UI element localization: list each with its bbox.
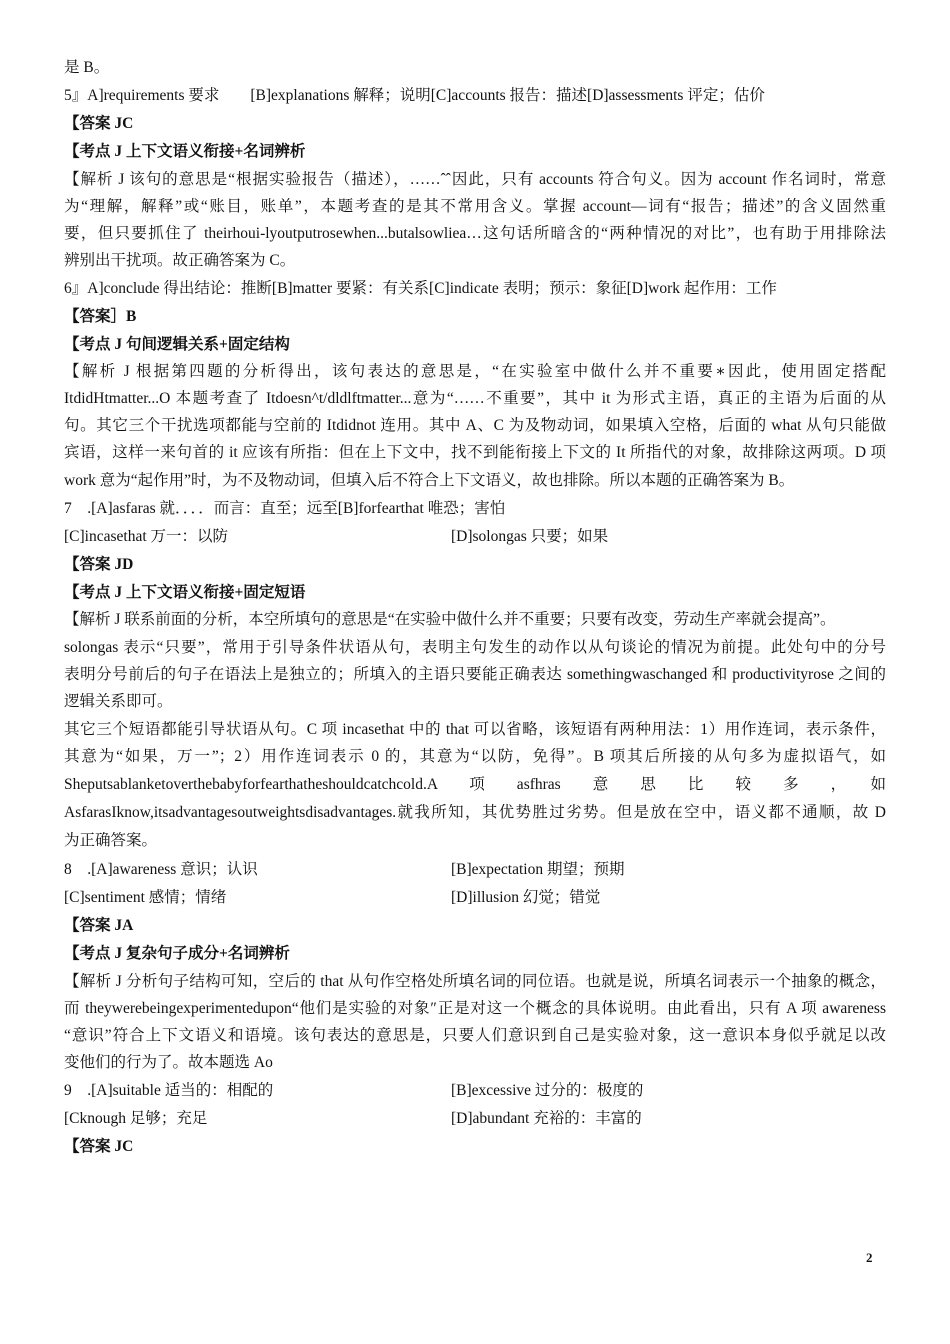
analysis-line: AsfarasIknow,itsadvantagesoutweightsdisadvantages.就我所知，其优势胜过劣势。但是放在空中，语义都不通顺，故 D	[64, 804, 886, 821]
analysis-line: work 意为“起作用”时，为不及物动词，但填入后不符合上下文语义，故也排除。所以本题的正确答案为 B。	[64, 472, 795, 489]
option-d: [D]abundant 充裕的：丰富的	[451, 1110, 642, 1127]
option-a: 8 .[A]awareness 意识；认识	[64, 861, 258, 878]
option-line-q8-second	[64, 888, 886, 908]
analysis-line: 要，但只要抓住了 theirhoui-lyoutputrosewhen...butalsowliea…这句话所暗含的“两种情况的对比”，也有助于用排除法	[64, 225, 886, 242]
test-point-heading: 【考点 J 上下文语义衔接+固定短语	[64, 584, 306, 601]
analysis-line: 【解析 J 该句的意思是“根据实验报告（描述），……ˆˆ因此，只有 accounts 符合句义。因为 account 作名词时，常意	[64, 171, 886, 188]
analysis-line: 为“理解，解释”或“账目，账单”，本题考查的是其不常用含义。掌握 account—词有“报告；描述”的含义固然重	[64, 198, 886, 215]
option-c: [C]incasethat 万一：以防	[64, 528, 229, 545]
analysis-line: 逻辑关系即可。	[64, 693, 173, 710]
analysis-line: 变他们的行为了。故本题选 Ao	[64, 1054, 273, 1071]
text-line: 是 B。	[64, 59, 110, 76]
analysis-line: 【解析 J 联系前面的分析，本空所填句的意思是“在实验中做什么并不重要；只要有改变，劳动生产率就会提高”。	[64, 611, 836, 628]
answer-heading: 【答案 JC	[64, 1138, 134, 1155]
option-line-q9-second	[64, 1109, 886, 1129]
analysis-line: 为正确答案。	[64, 832, 158, 849]
option-a: 9 .[A]suitable 适当的：相配的	[64, 1082, 274, 1099]
option-d: [D]solongas 只要；如果	[451, 528, 609, 545]
option-line-q7-second	[64, 527, 886, 547]
analysis-line: 句。其它三个干扰选项都能与空前的 Itdidnot 连用。其中 A、C 为及物动词，如果填入空格，后面的 what 从句只能做	[64, 417, 886, 434]
option-d: [D]illusion 幻觉；错觉	[451, 889, 601, 906]
analysis-line: 宾语，这样一来句首的 it 应该有所指：但在上下文中，找不到能衔接上下文的 It 所指代的对象，故排除这两项。D 项	[64, 444, 886, 461]
analysis-line: 表明分号前后的句子在语法上是独立的；所填入的主语只要能正确表达 somethingwaschanged 和 productivityrose 之间的	[64, 666, 886, 683]
answer-heading: 【答案 JC	[64, 115, 134, 132]
option-line-q6: 6』A]conclude 得出结论：推断[B]matter 要紧：有关系[C]indicate 表明；预示：象征[D]work 起作用：工作	[64, 280, 777, 297]
option-b: [B]expectation 期望；预期	[451, 861, 625, 878]
analysis-line: 其意为“如果，万一”；2）用作连词表示 0 的，其意为“以防，免得”。B 项其后所接的从句多为虚拟语气，如	[64, 748, 886, 765]
test-point-heading: 【考点 J 上下文语义衔接+名词辨析	[64, 143, 306, 160]
analysis-line: 【解析 J 分析句子结构可知，空后的 that 从句作空格处所填名词的同位语。也就是说，所填名词表示一个抽象的概念，	[64, 973, 886, 990]
test-point-heading: 【考点 J 复杂句子成分+名词辨析	[64, 945, 290, 962]
answer-heading: 【答案 JA	[64, 917, 134, 934]
option-line-q8	[64, 860, 886, 880]
analysis-line: 辨别出干扰项。故正确答案为 C。	[64, 252, 296, 269]
analysis-line: 而 theywerebeingexperimentedupon“他们是实验的对象″正是对这一个概念的具体说明。由此看出，只有 A 项 awareness	[64, 1000, 886, 1017]
answer-heading: 【答案 JD	[64, 556, 134, 573]
analysis-line: ItdidHtmatter...O 本题考查了 Itdoesn^t/dldlftmatter...意为“……不重要”，其中 it 为形式主语，真正的主语为后面的从	[64, 390, 886, 407]
option-c: [Cknough 足够；充足	[64, 1110, 208, 1127]
page-number: 2	[866, 1250, 873, 1265]
analysis-line: 其它三个短语都能引导状语从句。C 项 incasethat 中的 that 可以省略，该短语有两种用法：1）用作连词，表示条件，	[64, 721, 886, 738]
answer-heading: 【答案］B	[64, 308, 137, 325]
analysis-line: 【解析 J 根据第四题的分析得出，该句表达的意思是，“在实验室中做什么并不重要∗因此，使用固定搭配	[64, 363, 886, 380]
option-c: [C]sentiment 感情；情绪	[64, 889, 227, 906]
test-point-heading: 【考点 J 句间逻辑关系+固定结构	[64, 336, 290, 353]
option-line-q9	[64, 1081, 886, 1101]
option-b: [B]excessive 过分的：极度的	[451, 1082, 644, 1099]
analysis-line: solongas 表示“只要”，常用于引导条件状语从句，表明主句发生的动作以从句谈论的情况为前提。此处句中的分号	[64, 639, 886, 656]
option-line-q7: 7 .[A]asfaras 就．．．．而言：直至；远至[B]forfearthat 唯恐；害怕	[64, 500, 506, 517]
analysis-line: “意识”符合上下文语义和语境。该句表达的意思是，只要人们意识到自己是实验对象，这一意识本身似乎就足以改	[64, 1027, 886, 1044]
option-line-q5: 5』A]requirements 要求 [B]explanations 解释；说明[C]accounts 报告：描述[D]assessments 评定；估价	[64, 87, 765, 104]
analysis-line: Sheputsablanketoverthebabyforfearthatheshouldcatchcold.A 项 asfhras 意 思 比 较 多 ， 如	[64, 776, 886, 793]
